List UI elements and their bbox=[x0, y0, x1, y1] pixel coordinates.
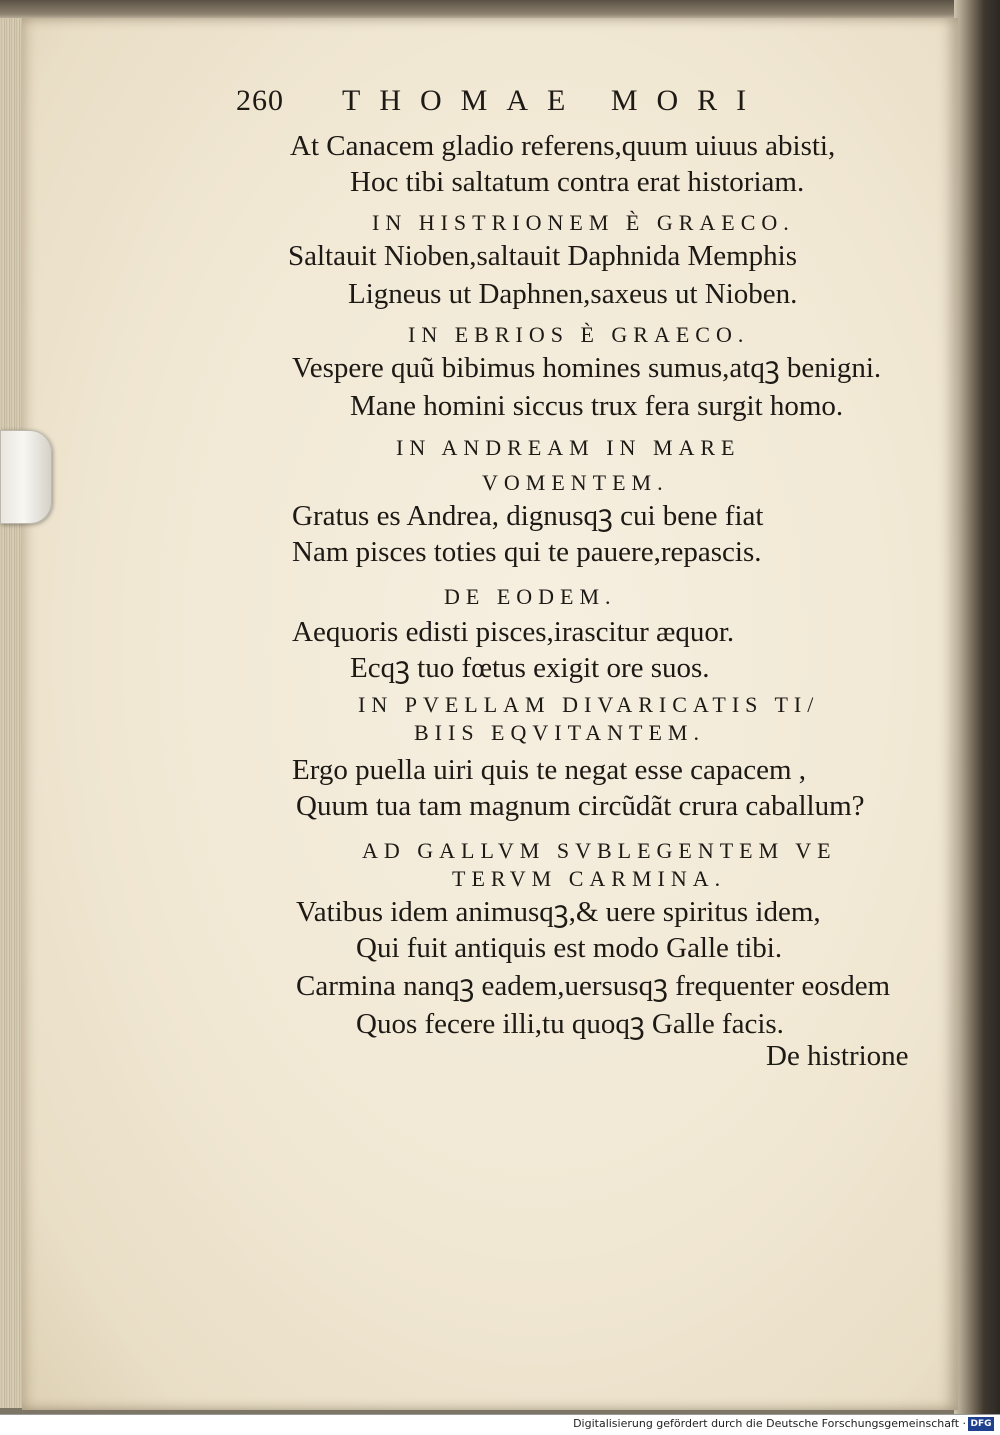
verse-line: At Canacem gladio referens,quum uiuus abisti, bbox=[290, 130, 836, 162]
page-header bbox=[236, 84, 765, 118]
verse-line: Ergo puella uiri quis te negat esse capacem , bbox=[292, 754, 807, 786]
verse-line: Mane homini siccus trux fera surgit homo. bbox=[350, 390, 844, 422]
poem-heading: TERVM CARMINA. bbox=[452, 866, 727, 891]
verse-line: Aequoris edisti pisces,irascitur æquor. bbox=[292, 616, 735, 648]
verse-line: Vatibus idem animusqꝫ,& uere spiritus idem, bbox=[296, 896, 821, 928]
verse-line: Vespere quũ bibimus homines sumus,atqꝫ benigni. bbox=[292, 352, 882, 384]
poem-heading: AD GALLVM SVBLEGENTEM VE bbox=[362, 838, 837, 863]
verse-line: Hoc tibi saltatum contra erat historiam. bbox=[350, 166, 805, 198]
verse-line: Gratus es Andrea, dignusqꝫ cui bene fiat bbox=[292, 500, 764, 532]
catchword: De histrione bbox=[766, 1040, 909, 1072]
dfg-logo-icon: DFG bbox=[968, 1417, 994, 1431]
poem-heading: BIIS EQVITANTEM. bbox=[414, 720, 705, 745]
poem-heading: IN EBRIOS È GRAECO. bbox=[408, 322, 750, 347]
poem-heading: IN ANDREAM IN MARE bbox=[396, 435, 741, 460]
poem-heading: DE EODEM. bbox=[444, 584, 617, 609]
verse-line: Ecqꝫ tuo fœtus exigit ore suos. bbox=[350, 652, 710, 684]
verse-line: Saltauit Nioben,saltauit Daphnida Memphis bbox=[288, 240, 798, 272]
verse-line: Quos fecere illi,tu quoqꝫ Galle facis. bbox=[356, 1008, 784, 1040]
book-top-edge bbox=[0, 0, 1000, 20]
poem-heading: VOMENTEM. bbox=[482, 470, 669, 495]
poem-heading: IN PVELLAM DIVARICATIS TI/ bbox=[358, 692, 820, 717]
verse-line: Nam pisces toties qui te pauere,repascis. bbox=[292, 536, 762, 568]
funding-credit: Digitalisierung gefördert durch die Deutsche Forschungsgemeinschaft · bbox=[573, 1417, 966, 1430]
verse-line: Quum tua tam magnum circũdãt crura caballum? bbox=[296, 790, 865, 822]
page-number: 260 bbox=[236, 84, 284, 117]
running-title: THOMAE MORI bbox=[342, 84, 766, 117]
book-page-edges-right bbox=[954, 0, 1000, 1414]
verse-line: Qui fuit antiquis est modo Galle tibi. bbox=[356, 932, 783, 964]
poem-heading: IN HISTRIONEM È GRAECO. bbox=[372, 210, 795, 235]
footer-bar bbox=[0, 1414, 1000, 1435]
page-clip bbox=[0, 430, 52, 524]
verse-line: Ligneus ut Daphnen,saxeus ut Nioben. bbox=[348, 278, 798, 310]
verse-line: Carmina nanqꝫ eadem,uersusqꝫ frequenter eosdem bbox=[296, 970, 891, 1002]
